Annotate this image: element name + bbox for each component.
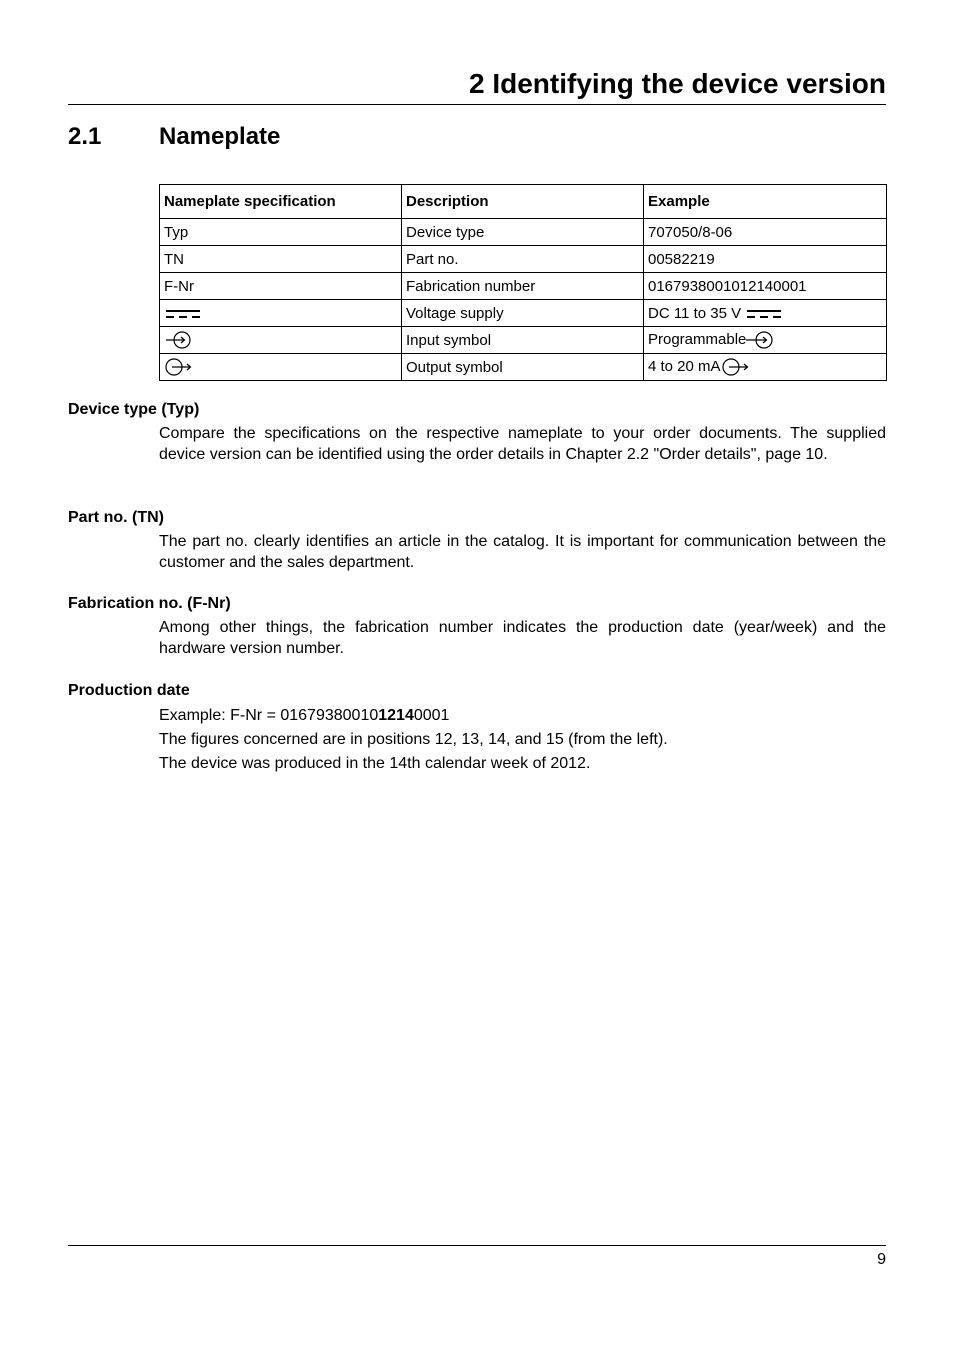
production-date-week: The device was produced in the 14th calendar week of 2012. [159,755,591,772]
example-text: Programmable [648,330,747,348]
footer-rule [68,1245,886,1246]
production-date-section [68,680,886,774]
table-header-row [160,185,887,219]
dc-voltage-icon [164,308,202,320]
output-symbol-icon [721,357,749,377]
output-symbol-icon [164,357,192,377]
chapter-title: 2 Identifying the device version [468,68,886,99]
section-title: Nameplate [159,123,281,150]
spec-cell [160,327,402,354]
spec-cell: TN [160,246,402,273]
dc-voltage-icon [745,308,783,320]
column-header-spec: Nameplate specification [160,185,402,219]
page-number: 9 [877,1251,886,1268]
description-cell: Part no. [402,246,644,273]
example-cell [644,300,887,327]
section-number: 2.1 [68,123,102,150]
production-date-positions: The figures concerned are in positions 12, 13, 14, and 15 (from the left). [159,731,668,748]
spec-cell: Typ [160,219,402,246]
example-highlight: 1214 [378,707,414,724]
production-date-heading: Production date [68,682,190,699]
device-type-heading: Device type (Typ) [68,401,200,418]
part-no-section [68,507,886,573]
description-cell: Device type [402,219,644,246]
example-text: 4 to 20 mA [648,357,721,375]
production-date-example [159,705,886,726]
part-no-heading: Part no. (TN) [68,509,164,526]
example-cell: 0167938001012140001 [644,273,887,300]
input-symbol-icon [164,330,192,350]
description-cell: Output symbol [402,354,644,381]
example-suffix: 0001 [413,707,450,724]
nameplate-table [159,184,887,381]
part-no-text: The part no. clearly identifies an article in the catalog. It is important for communication between the customer and the sales department. [159,533,886,571]
spec-cell [160,300,402,327]
table-row [160,246,887,273]
table-row [160,300,887,327]
example-cell: 00582219 [644,246,887,273]
header-rule [68,104,886,105]
description-cell: Voltage supply [402,300,644,327]
description-cell: Input symbol [402,327,644,354]
example-text: DC 11 to 35 V [648,304,742,322]
fabrication-no-section [68,593,886,659]
fabrication-no-text: Among other things, the fabrication number indicates the production date (year/week) and the hardware version number. [159,619,886,657]
example-cell: 707050/8-06 [644,219,887,246]
input-symbol-icon [746,330,774,350]
table-row [160,327,887,354]
table-row [160,354,887,381]
column-header-description: Description [402,185,644,219]
device-type-text: Compare the specifications on the respective nameplate to your order documents. The supplied device version can be identified using the order details in Chapter 2.2 "Order details", page 10. [159,425,886,463]
example-cell [644,354,887,381]
table-row [160,219,887,246]
example-prefix: Example: F-Nr = 01679380010 [159,707,379,724]
spec-cell [160,354,402,381]
example-cell [644,327,887,354]
description-cell: Fabrication number [402,273,644,300]
spec-cell: F-Nr [160,273,402,300]
device-type-section [68,399,886,465]
fabrication-no-heading: Fabrication no. (F-Nr) [68,595,231,612]
column-header-example: Example [644,185,887,219]
table-row [160,273,887,300]
